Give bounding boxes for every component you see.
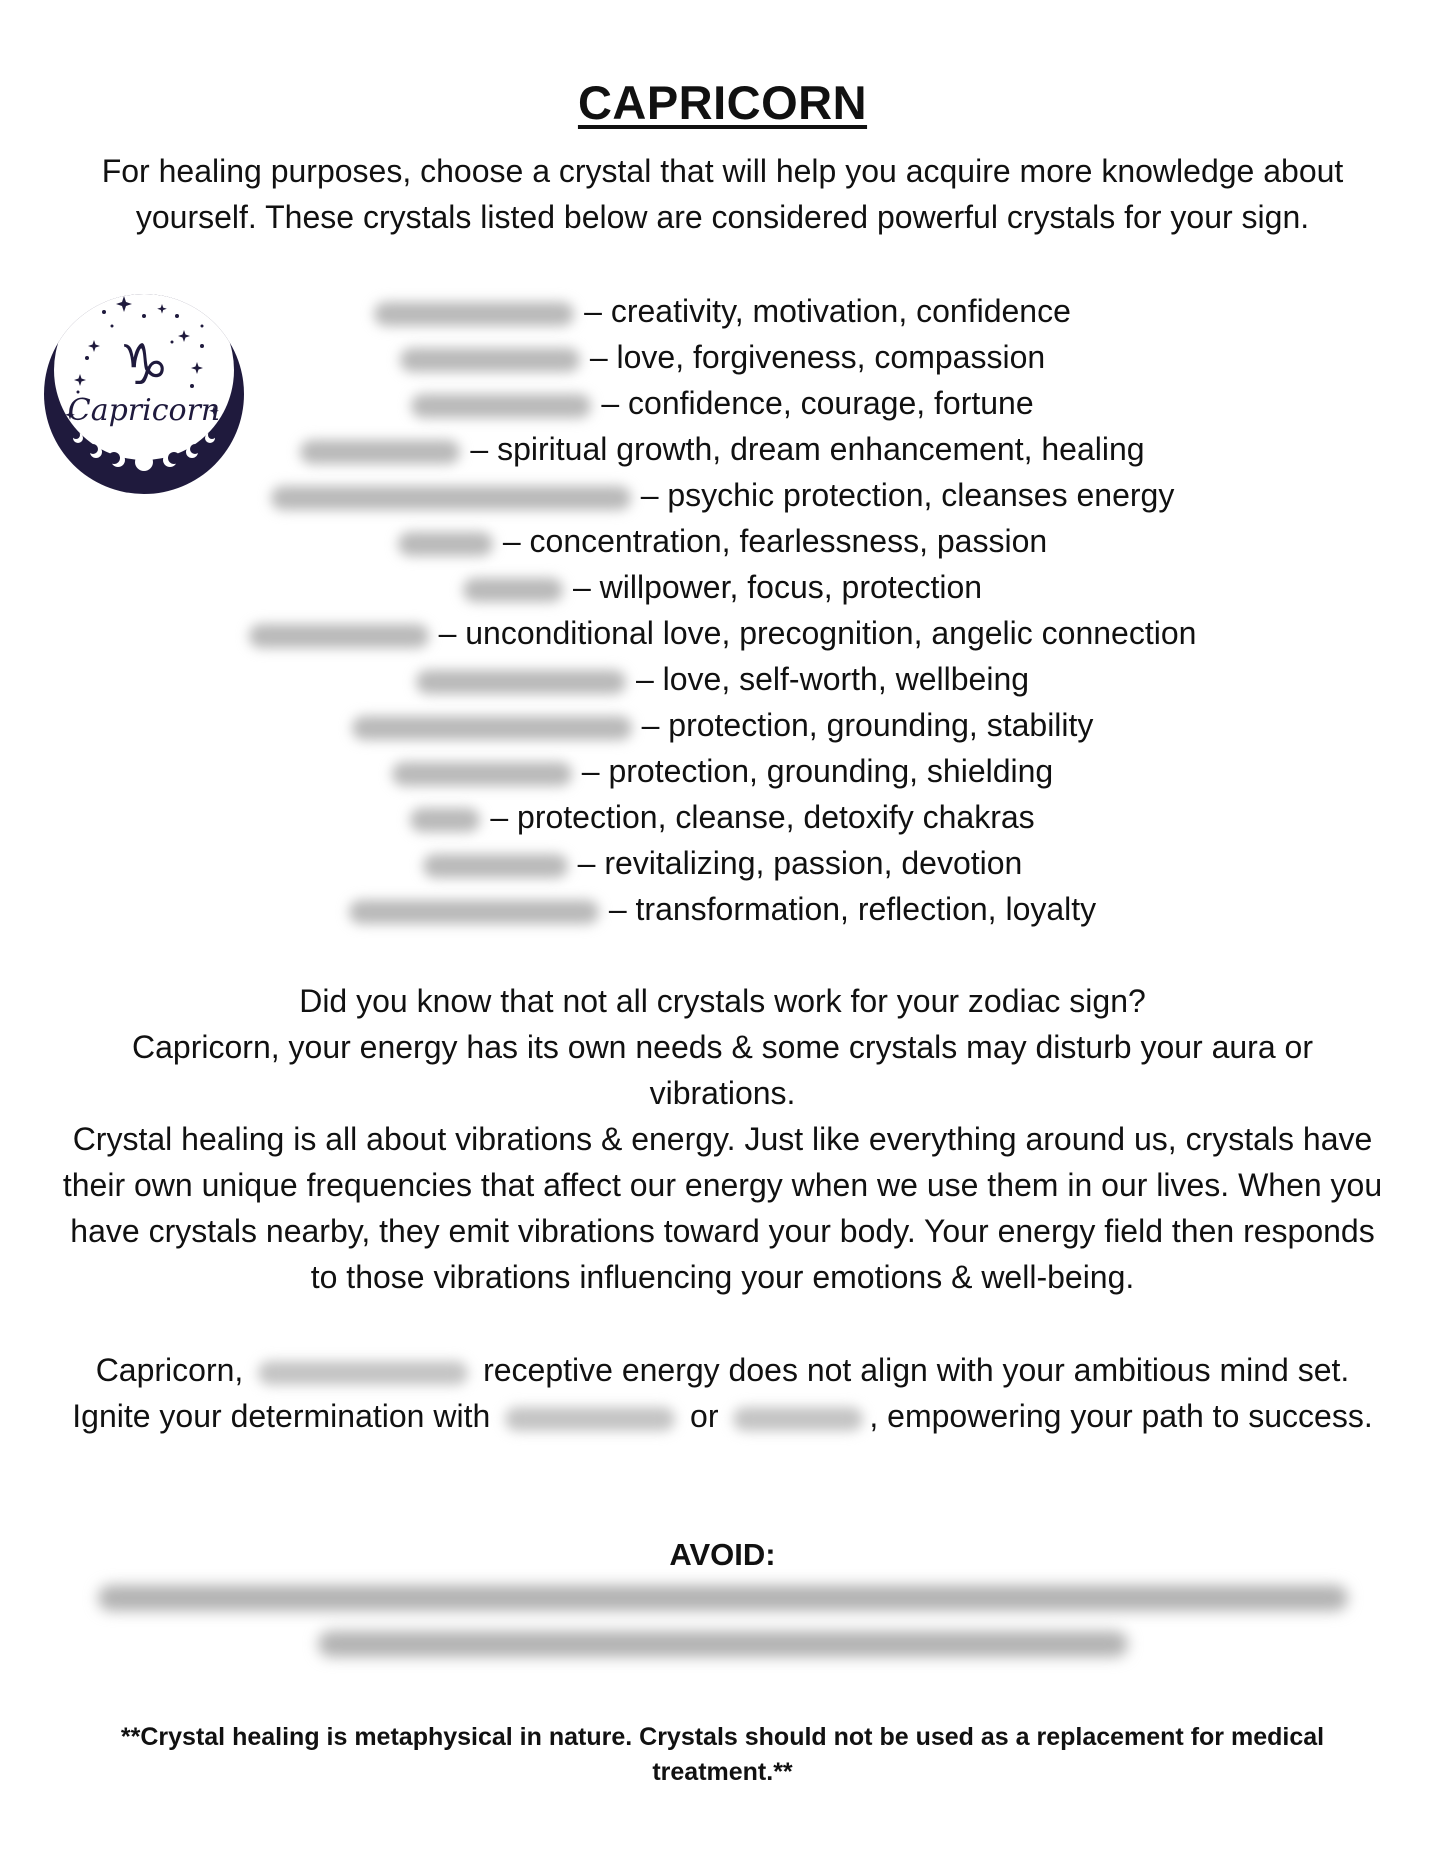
info-paragraph: Did you know that not all crystals work for your zodiac sign? <box>299 983 1146 1019</box>
redacted-crystal-name <box>400 348 580 372</box>
info-paragraph: Capricorn, your energy has its own needs & some crystals may disturb your aura or vibrations. <box>132 1029 1313 1111</box>
crystal-benefits: – transformation, reflection, loyalty <box>608 891 1097 927</box>
crystal-benefits: – love, self-worth, wellbeing <box>635 661 1030 697</box>
crystal-benefits: – creativity, motivation, confidence <box>584 293 1071 329</box>
crystal-row <box>0 656 1445 702</box>
note-text: , empowering your path to success. <box>869 1398 1373 1434</box>
crystal-benefits: – confidence, courage, fortune <box>601 385 1034 421</box>
redacted-crystal-name <box>349 900 599 924</box>
avoid-heading: AVOID: <box>669 1537 776 1572</box>
crystal-row <box>0 288 1445 334</box>
crystal-benefits: – spiritual growth, dream enhancement, healing <box>470 431 1145 467</box>
crystal-row <box>0 794 1445 840</box>
crystal-benefits: – concentration, fearlessness, passion <box>502 523 1048 559</box>
note-text: receptive energy does not align with your ambitious mind set. Ignite your determination with <box>72 1352 1350 1434</box>
redacted-crystal-name <box>374 302 574 326</box>
info-section <box>60 978 1385 1300</box>
crystal-row <box>0 840 1445 886</box>
crystal-row <box>0 426 1445 472</box>
note-text: Capricorn, <box>95 1352 244 1388</box>
crystal-benefits: – unconditional love, precognition, angelic connection <box>438 615 1197 651</box>
redacted-crystal-name <box>300 440 460 464</box>
crystal-benefits: – love, forgiveness, compassion <box>589 339 1046 375</box>
capricorn-symbol-icon: ♑ <box>118 333 170 398</box>
redacted-crystal <box>505 1407 675 1431</box>
intro-paragraph: For healing purposes, choose a crystal that will help you acquire more knowledge about yourself. These crystals listed below are considered powerful crystals for your sign. <box>101 153 1344 235</box>
info-paragraph: Crystal healing is all about vibrations & energy. Just like everything around us, crystals have their own unique frequencies that affect our energy when we use them in our lives. When you have crystals nearby, they emit vibrations toward your body. Your energy field then responds to those vibrations influencing your emotions & well-being. <box>62 1121 1383 1295</box>
redacted-crystal-name <box>271 486 631 510</box>
redacted-crystal-name <box>249 624 429 648</box>
crystal-row <box>0 334 1445 380</box>
crystal-list <box>0 288 1445 932</box>
logo-label: Capricorn <box>67 393 221 428</box>
page-title: CAPRICORN <box>577 76 868 130</box>
crystal-row <box>0 380 1445 426</box>
capricorn-note <box>70 1347 1375 1439</box>
redacted-crystal-name <box>423 854 568 878</box>
disclaimer: **Crystal healing is metaphysical in nature. Crystals should not be used as a replacement for medical treatment.** <box>120 1723 1325 1786</box>
avoid-list-redacted <box>0 1585 1445 1657</box>
crystal-row <box>0 886 1445 932</box>
crystal-benefits: – willpower, focus, protection <box>572 569 983 605</box>
crystal-benefits: – protection, cleanse, detoxify chakras <box>490 799 1035 835</box>
crystal-row <box>0 748 1445 794</box>
crystal-row <box>0 564 1445 610</box>
crystal-row <box>0 702 1445 748</box>
redacted-crystal-name <box>352 716 632 740</box>
redacted-crystal <box>733 1407 863 1431</box>
crystal-row <box>0 472 1445 518</box>
redacted-crystal-name <box>416 670 626 694</box>
crystal-benefits: – psychic protection, cleanses energy <box>640 477 1175 513</box>
crystal-benefits: – protection, grounding, stability <box>641 707 1094 743</box>
redacted-crystal-name <box>411 394 591 418</box>
crystal-benefits: – revitalizing, passion, devotion <box>577 845 1023 881</box>
redacted-crystal-name <box>410 808 480 832</box>
note-text: or <box>690 1398 719 1434</box>
redacted-crystal-name <box>463 578 563 602</box>
redacted-avoid-line <box>318 1631 1128 1657</box>
redacted-crystal-name <box>392 762 572 786</box>
crystal-row <box>0 610 1445 656</box>
crystal-benefits: – protection, grounding, shielding <box>581 753 1054 789</box>
redacted-avoid-line <box>98 1585 1348 1611</box>
redacted-crystal-name <box>398 532 493 556</box>
redacted-crystal <box>258 1361 468 1385</box>
crystal-row <box>0 518 1445 564</box>
